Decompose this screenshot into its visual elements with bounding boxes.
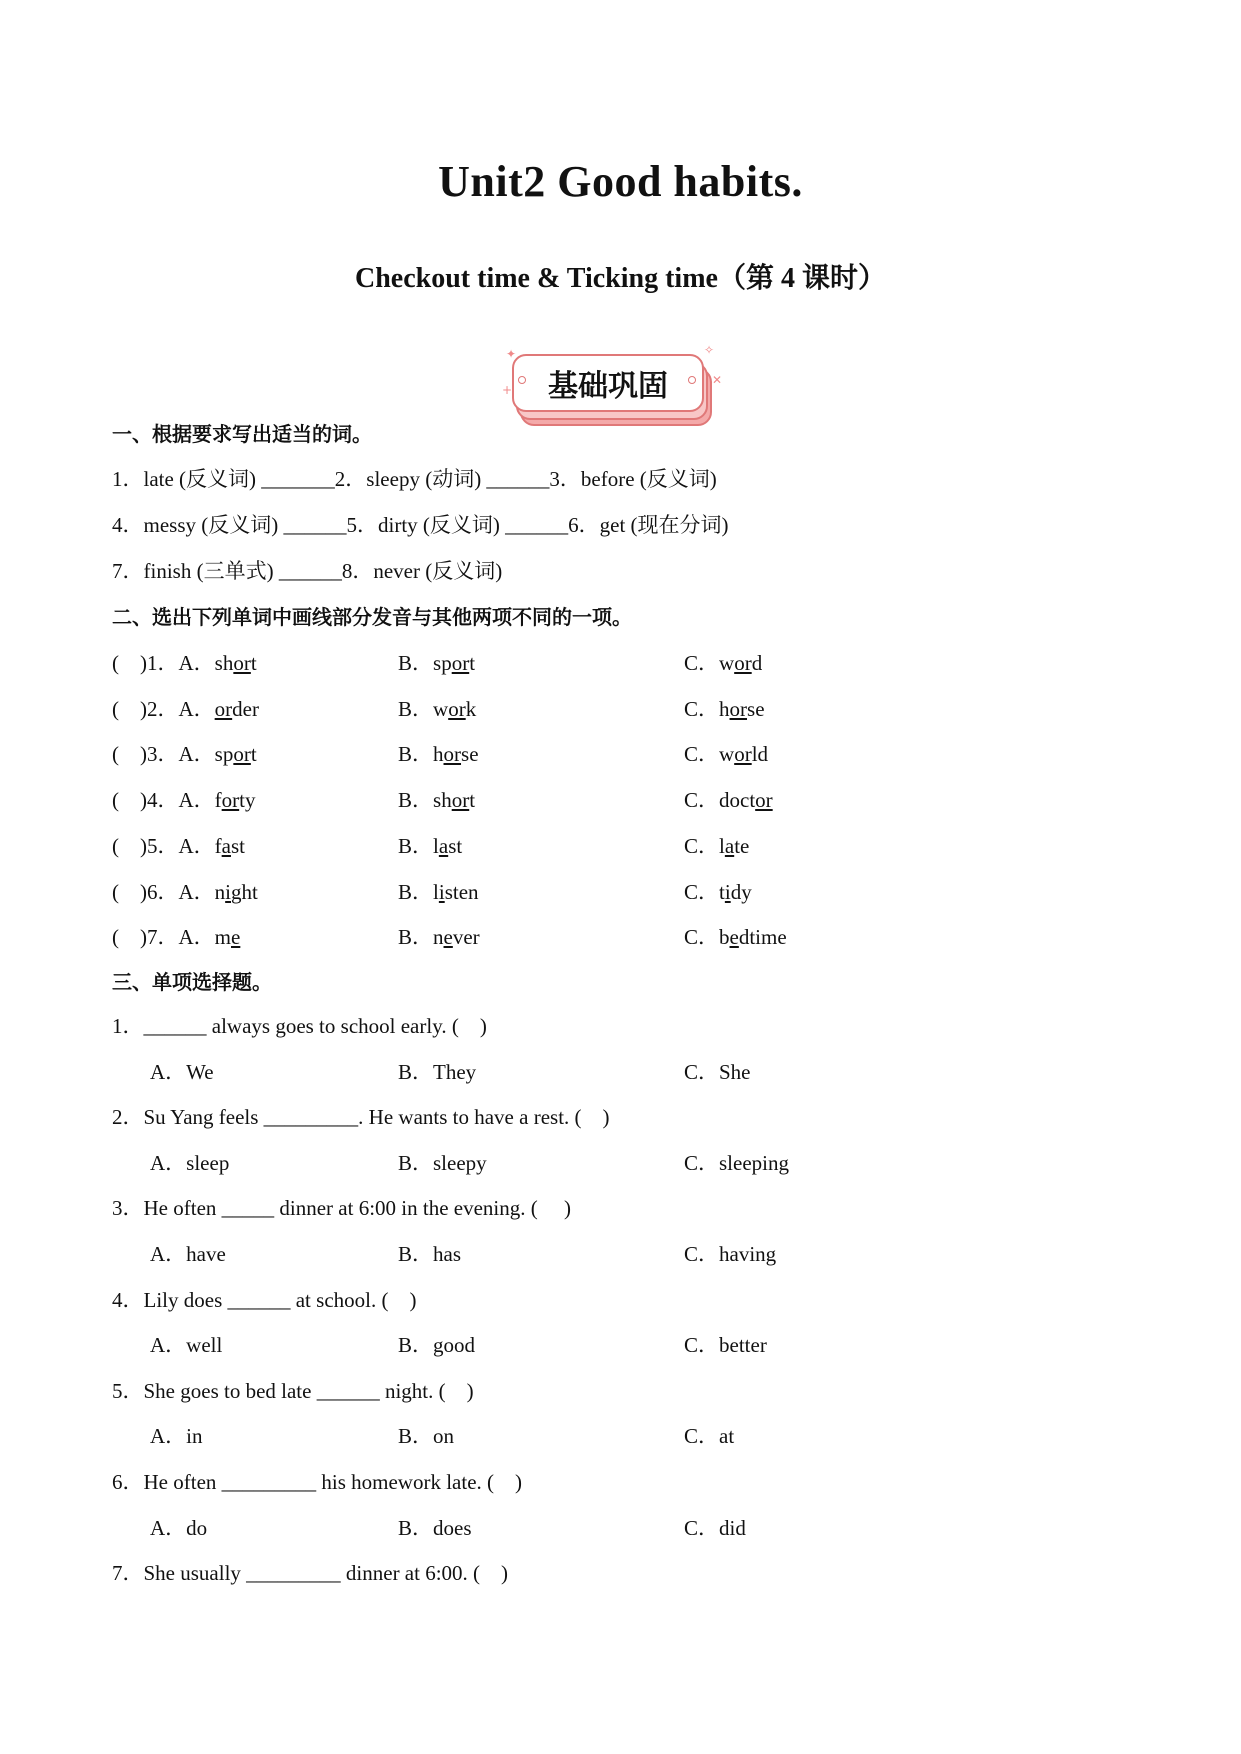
underlined-part: e <box>729 925 739 949</box>
underlined-part: i <box>225 880 231 904</box>
underlined-part: i <box>724 880 731 904</box>
underlined-part: or <box>448 697 466 721</box>
question-stem: 5．She goes to bed late ______ night. ( ) <box>112 1379 474 1403</box>
option-b: B．does <box>398 1516 472 1540</box>
option-a <box>112 738 257 768</box>
badge-dot-icon <box>688 376 696 384</box>
option-c-word: late <box>719 834 750 858</box>
option-a-word: forty <box>214 788 256 812</box>
section-1-heading: 一、根据要求写出适当的词。 <box>112 422 372 446</box>
option-a: A．in <box>150 1424 203 1448</box>
badge-label: 基础巩固 <box>512 354 704 412</box>
underlined-part: or <box>451 788 470 812</box>
underlined-part: or <box>451 651 470 675</box>
option-b: B．last <box>398 834 463 858</box>
option-b-word: short <box>433 788 476 812</box>
underlined-part: e <box>231 925 241 949</box>
sparkle-icon: + <box>502 383 513 397</box>
option-a: A．well <box>150 1333 223 1357</box>
option-b: B．sleepy <box>398 1151 487 1175</box>
page-subtitle: Checkout time & Ticking time（第 4 课时） <box>355 263 886 294</box>
badge-dot-icon <box>518 376 526 384</box>
question-number: ( )2．A． <box>112 697 215 721</box>
question-number: ( )6．A． <box>112 880 215 904</box>
question-number: ( )4．A． <box>112 788 215 812</box>
option-a-word: night <box>214 880 258 904</box>
option-a: A．We <box>150 1060 214 1084</box>
underlined-part: or <box>214 697 233 721</box>
underlined-part: or <box>734 651 752 675</box>
option-c-word: bedtime <box>719 925 787 949</box>
section-1-line: 7．finish (三单式) ______8．never (反义词) <box>112 559 503 583</box>
underlined-part: a <box>221 834 231 858</box>
sparkle-icon: ✕ <box>712 373 723 387</box>
option-c: C．word <box>684 651 763 675</box>
option-a-word: sport <box>214 742 257 766</box>
option-c: C．bedtime <box>684 925 787 949</box>
option-a: A．do <box>150 1516 208 1540</box>
underlined-part: a <box>438 834 449 858</box>
option-b: B．good <box>398 1333 476 1357</box>
option-a <box>112 647 257 677</box>
section-3-heading: 三、单项选择题。 <box>112 970 272 994</box>
option-c: C．sleeping <box>684 1151 789 1175</box>
option-c: C．doctor <box>684 788 773 812</box>
option-c: C．world <box>684 742 769 766</box>
option-c-word: horse <box>719 697 765 721</box>
question-stem: 7．She usually _________ dinner at 6:00. ( ) <box>112 1561 509 1585</box>
underlined-part: e <box>443 925 453 949</box>
option-a-word: me <box>214 925 241 949</box>
option-b-word: work <box>433 697 477 721</box>
underlined-part: i <box>438 880 445 904</box>
option-c: C．horse <box>684 697 765 721</box>
option-c: C．late <box>684 834 750 858</box>
option-a: A．have <box>150 1242 226 1266</box>
option-a-word: fast <box>214 834 245 858</box>
option-b-word: horse <box>433 742 479 766</box>
question-stem: 3．He often _____ dinner at 6:00 in the evening. ( ) <box>112 1196 571 1220</box>
underlined-part: or <box>443 742 462 766</box>
section-1-line: 4．messy (反义词) ______5．dirty (反义词) ______6．get (现在分词) <box>112 513 729 537</box>
option-a-word: short <box>214 651 257 675</box>
underlined-part: or <box>233 651 251 675</box>
underlined-part: or <box>221 788 240 812</box>
underlined-part: or <box>734 742 752 766</box>
section-2-heading: 二、选出下列单词中画线部分发音与其他两项不同的一项。 <box>112 605 632 629</box>
option-b: B．listen <box>398 880 479 904</box>
option-a: A．sleep <box>150 1151 230 1175</box>
section-badge <box>502 343 723 426</box>
option-c: C．better <box>684 1333 767 1357</box>
option-c-word: doctor <box>719 788 773 812</box>
option-b: B．has <box>398 1242 461 1266</box>
sparkle-icon: ✧ <box>704 343 715 357</box>
option-b: B．short <box>398 788 476 812</box>
option-c-word: tidy <box>719 880 752 904</box>
underlined-part: a <box>724 834 735 858</box>
question-number: ( )7．A． <box>112 925 215 949</box>
option-c: C．having <box>684 1242 777 1266</box>
option-a <box>112 876 258 906</box>
option-c-word: word <box>719 651 763 675</box>
underlined-part: or <box>729 697 748 721</box>
underlined-part: or <box>233 742 251 766</box>
sparkle-icon: ✦ <box>506 347 517 361</box>
option-b-word: last <box>433 834 463 858</box>
underlined-part: or <box>755 788 773 812</box>
option-c-word: world <box>719 742 769 766</box>
question-stem: 1．______ always goes to school early. ( ) <box>112 1014 487 1038</box>
question-number: ( )5．A． <box>112 834 215 858</box>
question-number: ( )3．A． <box>112 742 215 766</box>
option-a <box>112 921 240 951</box>
option-b-word: listen <box>433 880 479 904</box>
option-a <box>112 784 256 814</box>
option-a <box>112 693 259 723</box>
option-a <box>112 830 245 860</box>
section-1-line: 1．late (反义词) _______2．sleepy (动词) ______3．before (反义词) <box>112 467 717 491</box>
question-stem: 2．Su Yang feels _________. He wants to have a rest. ( ) <box>112 1105 610 1129</box>
option-c: C．tidy <box>684 880 752 904</box>
option-c: C．did <box>684 1516 746 1540</box>
question-stem: 4．Lily does ______ at school. ( ) <box>112 1288 417 1312</box>
option-c: C．She <box>684 1060 751 1084</box>
option-b: B．on <box>398 1424 455 1448</box>
option-c: C．at <box>684 1424 735 1448</box>
option-b: B．They <box>398 1060 477 1084</box>
option-b: B．never <box>398 925 480 949</box>
option-b: B．work <box>398 697 477 721</box>
option-b-word: never <box>433 925 480 949</box>
question-number: ( )1．A． <box>112 651 215 675</box>
question-stem: 6．He often _________ his homework late. ( ) <box>112 1470 523 1494</box>
option-b-word: sport <box>433 651 476 675</box>
page-title: Unit2 Good habits. <box>438 157 803 206</box>
option-a-word: order <box>214 697 259 721</box>
option-b: B．sport <box>398 651 476 675</box>
option-b: B．horse <box>398 742 479 766</box>
